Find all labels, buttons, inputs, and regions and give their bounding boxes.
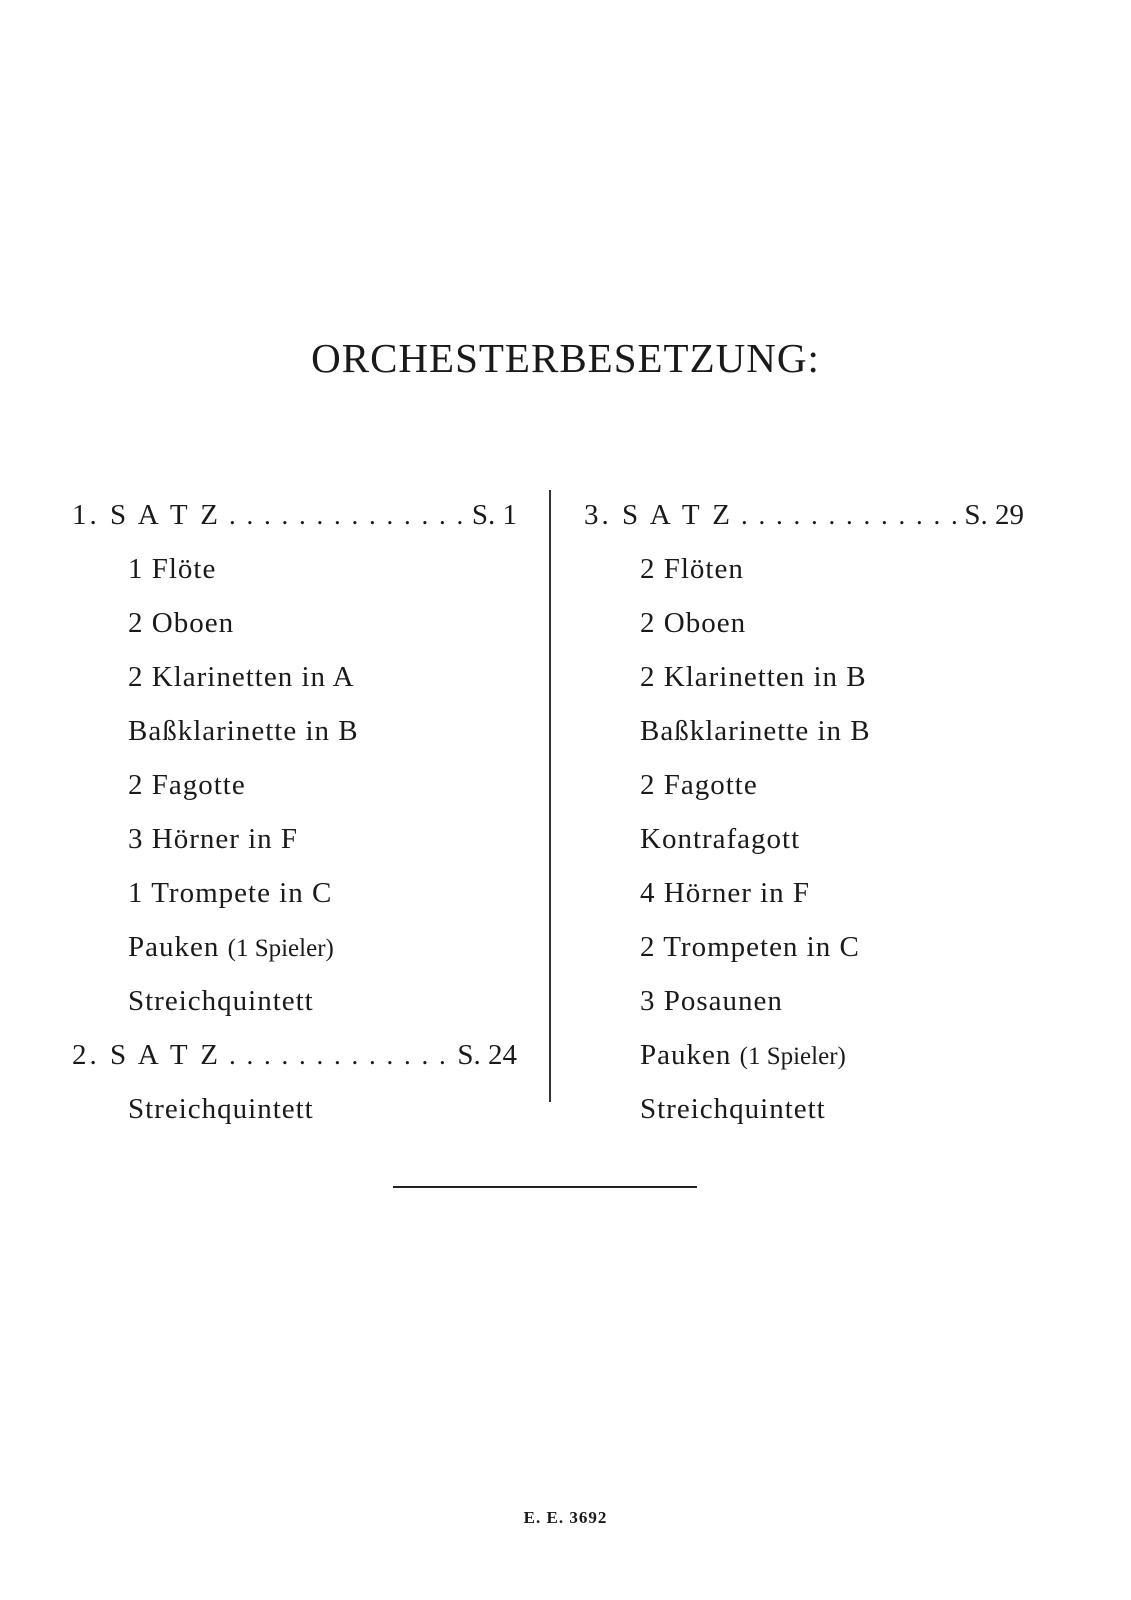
instrument-item: Baßklarinette in B	[128, 715, 359, 747]
section-heading-satz-2	[72, 1028, 517, 1082]
instrument-name: Pauken	[128, 931, 220, 963]
instrument-item: Streichquintett	[640, 1093, 826, 1125]
instrument-name: Pauken	[640, 1039, 732, 1071]
instrument-item: 2 Fagotte	[128, 769, 246, 801]
instrument-item: Streichquintett	[128, 1093, 314, 1125]
page-reference: S. 1	[471, 499, 517, 531]
instrument-item: 3 Hörner in F	[128, 823, 299, 855]
instrument-item: 2 Fagotte	[640, 769, 758, 801]
column-divider	[549, 490, 551, 1102]
page-reference: S. 29	[964, 499, 1024, 531]
horizontal-rule	[393, 1186, 697, 1188]
section-heading-satz-3	[584, 488, 1024, 542]
left-column	[72, 488, 517, 1136]
catalog-number: E. E. 3692	[523, 1508, 608, 1527]
instrument-item	[584, 1028, 1024, 1082]
instrument-item: 1 Flöte	[128, 553, 217, 585]
instrument-note: (1 Spieler)	[227, 935, 334, 962]
instrument-item: 2 Klarinetten in B	[640, 661, 867, 693]
instrument-item: 2 Trompeten in C	[640, 931, 860, 963]
page-title: ORCHESTERBESETZUNG:	[311, 335, 820, 381]
instrument-item: Baßklarinette in B	[640, 715, 871, 747]
instrument-item: 1 Trompete in C	[128, 877, 333, 909]
right-column	[584, 488, 1024, 1136]
instrument-note: (1 Spieler)	[739, 1043, 846, 1070]
leader-dots	[229, 1028, 449, 1082]
section-label: 3. S A T Z	[584, 499, 734, 531]
instrument-item: 2 Oboen	[640, 607, 747, 639]
section-heading-satz-1	[72, 488, 517, 542]
section-label: 1. S A T Z	[72, 499, 222, 531]
instrument-item: 2 Klarinetten in A	[128, 661, 355, 693]
leader-dots	[229, 488, 464, 542]
leader-dots	[741, 488, 956, 542]
instrument-item	[72, 920, 517, 974]
instrument-item: Kontrafagott	[640, 823, 801, 855]
section-label: 2. S A T Z	[72, 1039, 222, 1071]
instrument-item: 4 Hörner in F	[640, 877, 811, 909]
instrument-item: 2 Flöten	[640, 553, 744, 585]
instrument-item: 3 Posaunen	[640, 985, 783, 1017]
instrument-item: Streichquintett	[128, 985, 314, 1017]
page-reference: S. 24	[457, 1039, 517, 1071]
instrument-item: 2 Oboen	[128, 607, 235, 639]
